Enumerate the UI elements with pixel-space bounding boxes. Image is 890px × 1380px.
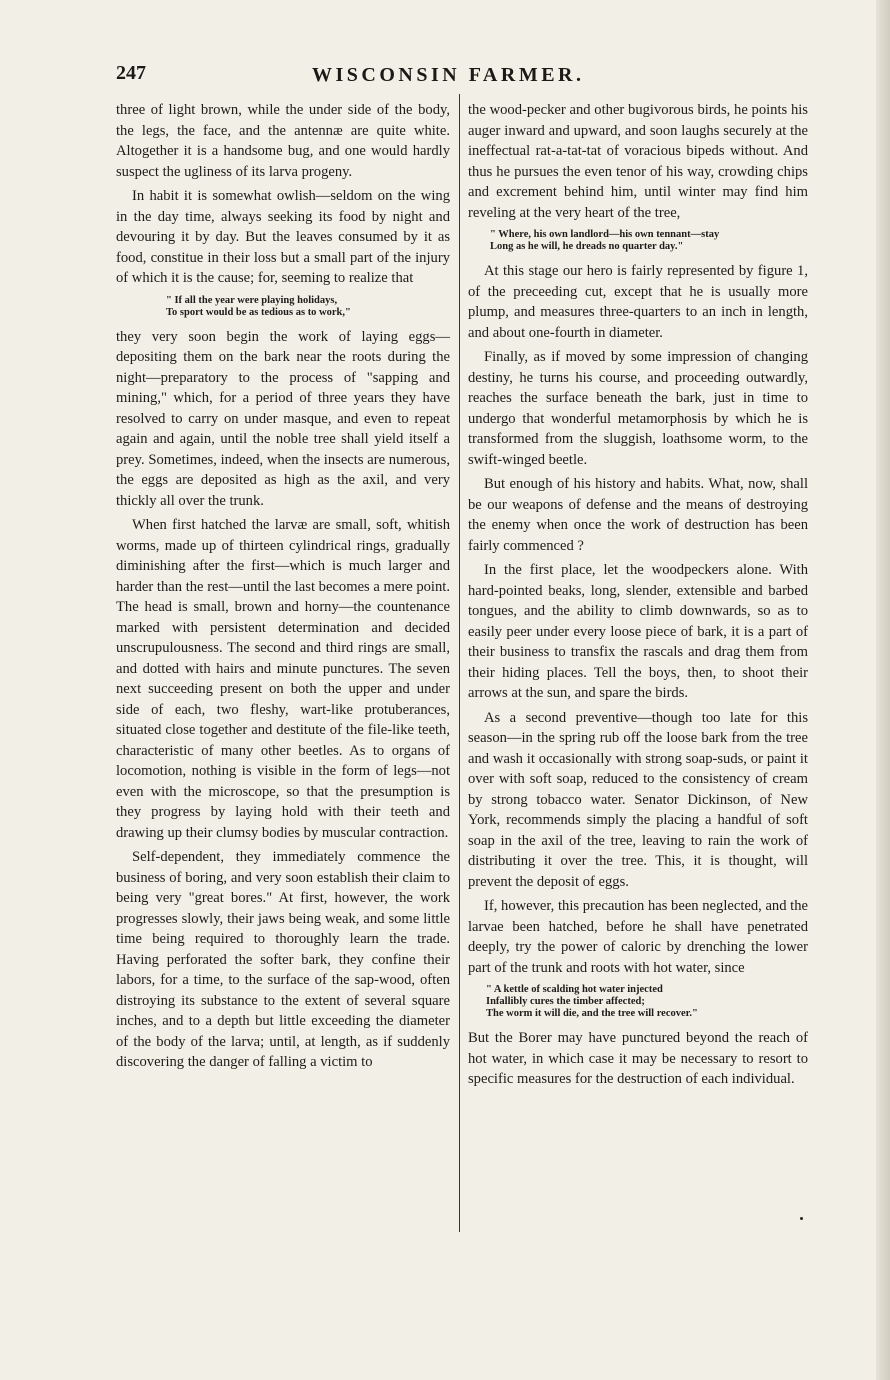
paragraph: Finally, as if moved by some impression of changing destiny, he turns his course, and proceeding outwardly, reaches the surface beneath the bark, just in time to undergo that wonderful metamorphosis by which he is transformed from the sluggish, loathsome worm, to the swift-winged beetle. [468, 349, 808, 468]
verse-line: " If all the year were playing holidays, [166, 294, 338, 306]
verse-line: Infallibly cures the timber affected; [486, 996, 645, 1007]
paragraph: Self-dependent, they immediately commence the business of boring, and very soon establish their claim to being very "great bores." At first, however, the work progresses slowly, their jaws being weak, and some little time being required to thoroughly learn the trade. Having perforated the softer bark, they confine their labors, for a time, to the surface of the sap-wood, often distroying its substance to the extent of several square inches, and to a depth but little exceeding the diameter of the body of the larva; until, at length, as if suddenly discovering the danger of falling a victim to [116, 849, 450, 1070]
paragraph: But enough of his history and habits. What, now, shall be our weapons of defense and the means of destroying the enemy when once the work of destruction has been fairly commenced ? [468, 476, 808, 554]
right-column [468, 100, 808, 1094]
paragraph: As a second preventive—though too late for this season—in the spring rub off the loose bark from the tree and wash it occasionally with strong soap-suds, or paint it over with soft soap, reduced to the consistency of cream by strong tobacco water. Senator Dickinson, of New York, recommends simply the placing a handful of soft soap in the axil of the tree, leaving to rain the work of distributing it over the tree. This, it is thought, will prevent the deposit of eggs. [468, 709, 808, 890]
verse-line: " A kettle of scalding hot water injected [486, 984, 663, 995]
verse-line: " Where, his own landlord—his own tennant—stay [490, 229, 720, 240]
paragraph: At this stage our hero is fairly represented by figure 1, of the preceeding cut, except that he is usually more plump, and measures three-quarters to an inch in length, and about one-fourth in diameter. [468, 263, 808, 341]
verse-line: To sport would be as tedious as to work," [166, 306, 351, 318]
paragraph: When first hatched the larvæ are small, soft, whitish worms, made up of thirteen cylindrical rings, gradually diminishing after the first—which is much larger and harder than the rest—until the last becomes a mere point. The head is small, brown and horny—the countenance marked with persistent determination and decided unscrupulousness. The second and third rings are small, and dotted with hairs and minute punctures. The seven next succeeding present on both the upper and under side of each, two fleshy, wart-like protuberances, situated close together and destitute of the file-like teeth, characteristic of many other beetles. As to organs of locomotion, nothing is visible in the form of legs—not even with the microscope, so that the presumption is they progress by laying hold with their teeth and drawing up their clumsy bodies by muscular contraction. [116, 517, 450, 841]
running-title: WISCONSIN FARMER. [312, 64, 585, 86]
column-divider [459, 94, 460, 1232]
page-header [116, 62, 816, 92]
paragraph: the wood-pecker and other bugivorous birds, he points his auger inward and upward, and soon laughs securely at the ineffectual rat-a-tat-tat of voracious bipeds without. And thus he pursues the even tenor of his way, crowding chips and excrement behind him, until winter may find him reveling at the very heart of the tree, [468, 102, 808, 221]
verse-quote [116, 295, 450, 319]
verse-line: Long as he will, he dreads no quarter day." [490, 241, 684, 252]
page-edge-shadow [876, 0, 890, 1380]
paragraph: If, however, this precaution has been neglected, and the larvae been hatched, before he shall have penetrated deeply, try the power of caloric by drenching the lower part of the trunk and roots with hot water, since [468, 898, 808, 976]
left-column [116, 100, 450, 1077]
paragraph: In the first place, let the woodpeckers alone. With hard-pointed beaks, long, slender, extensible and barbed tongues, and the ability to climb downwards, so as to easily peer under every loose piece of bark, it is a part of their business to transfix the rascals and drag them from their hiding places. Tell the boys, then, to shoot their arrows at the sun, and spare the birds. [468, 562, 808, 701]
margin-mark [800, 1217, 803, 1220]
page-number: 247 [116, 62, 146, 84]
verse-line: The worm it will die, and the tree will recover." [486, 1008, 698, 1019]
paragraph: three of light brown, while the under side of the body, the legs, the face, and the antennæ are quite white. Altogether it is a handsome bug, and one would hardly suspect the ugliness of its larva progeny. [116, 102, 450, 180]
paragraph: But the Borer may have punctured beyond the reach of hot water, in which case it may be necessary to resort to specific measures for the destruction of each individual. [468, 1030, 808, 1087]
verse-quote [468, 229, 808, 253]
paragraph: In habit it is somewhat owlish—seldom on the wing in the day time, always seeking its food by night and devouring it by day. But the leaves consumed by it as food, constitue in their loss but a small part of the injury of which it is the cause; for, seeming to realize that [116, 188, 450, 286]
paragraph: they very soon begin the work of laying eggs—depositing them on the bark near the roots during the night—preparatory to the process of "sapping and mining," which, for a period of three years they have resolved to carry on under masque, and even to repeat again and again, until the noble tree shall yield itself a prey. Sometimes, indeed, when the insects are numerous, the eggs are deposited as high as the axil, and very thickly all over the trunk. [116, 328, 450, 509]
verse-quote [468, 984, 808, 1020]
